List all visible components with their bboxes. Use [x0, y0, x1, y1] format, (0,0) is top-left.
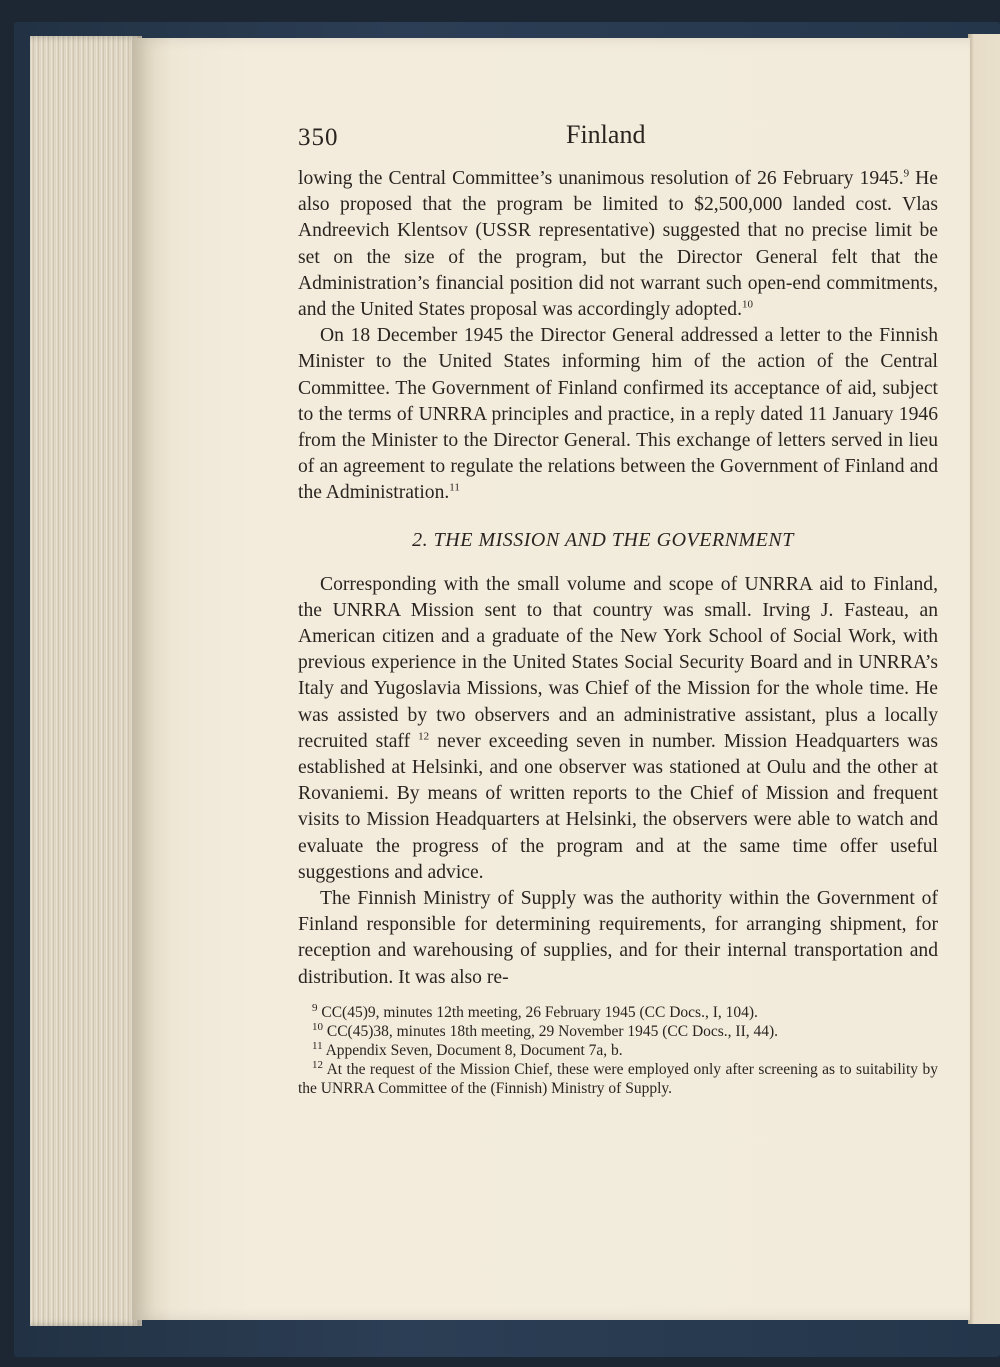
- footnote-ref: 10: [742, 298, 754, 311]
- footnote-ref: 12: [418, 730, 430, 743]
- footnote: [298, 1003, 938, 1022]
- footnotes: [298, 1003, 938, 1098]
- footnote: [298, 1060, 938, 1098]
- footnote: [298, 1022, 938, 1041]
- footnote: [298, 1041, 938, 1060]
- footnote-text: CC(45)38, minutes 18th meeting, 29 November 1945 (CC Docs., II, 44).: [323, 1022, 779, 1040]
- footnote-mark: 9: [312, 1001, 318, 1014]
- paragraph-text: The Finnish Ministry of Supply was the authority within the Government of Finland responsible for determining requirements, for arranging shipment, for reception and warehousing of supplies, and for their internal transportation and distribution. It was also re-: [298, 888, 938, 988]
- footnote-mark: 10: [312, 1020, 323, 1033]
- paragraph: [298, 323, 938, 506]
- footnote-text: CC(45)9, minutes 12th meeting, 26 February 1945 (CC Docs., I, 104).: [317, 1003, 758, 1021]
- footnote-ref: 9: [903, 167, 910, 180]
- footnote-text: At the request of the Mission Chief, these were employed only after screening as to suitability by the UNRRA Committee of the (Finnish) Ministry of Supply.: [298, 1060, 938, 1097]
- running-head: [298, 118, 938, 166]
- paragraph-text: lowing the Central Committee’s unanimous resolution of 26 February 1945.: [298, 168, 904, 189]
- page-text: [298, 118, 938, 1098]
- running-title: Finland: [566, 120, 646, 149]
- footnote-text: Appendix Seven, Document 8, Document 7a, b.: [322, 1041, 623, 1059]
- paragraph-text: On 18 December 1945 the Director General addressed a letter to the Finnish Minister to the United States informing him of the action of the Central Committee. The Government of Finland confirmed its acceptance of aid, subject to the terms of UNRRA principles and practice, in a reply dated 11 January 1946 from the Minister to the Director General. This exchange of letters served in lieu of an agreement to regulate the relations between the Government of Finland and the Administration.: [298, 325, 938, 504]
- paragraph: [298, 572, 938, 886]
- paragraph: [298, 166, 938, 323]
- footnote-mark: 12: [312, 1058, 323, 1071]
- paragraph-text: Corresponding with the small volume and scope of UNRRA aid to Finland, the UNRRA Mission sent to that country was small. Irving J. Fasteau, an American citizen and a graduate of the New York School of Social Work, with previous experience in the United States Social Security Board and in UNRRA’s Italy and Yugoslavia Missions, was Chief of the Mission for the whole time. He was assisted by two observers and an administrative assistant, plus a locally recruited staff: [298, 573, 938, 752]
- paragraph-text: He also proposed that the program be limited to $2,500,000 landed cost. Vlas Andreevich Klentsov (USSR representative) suggested that no precise limit be set on the size of the program, but the Director General felt that the Administration’s financial position did not warrant such open-end commitments, and the United States proposal was accordingly adopted.: [298, 168, 938, 321]
- page-edges: [30, 36, 142, 1326]
- paragraph: [298, 886, 938, 991]
- paragraph-text: never exceeding seven in number. Mission Headquarters was established at Helsinki, and one observer was stationed at Oulu and the other at Rovaniemi. By means of written reports to the Chief of Mission and frequent visits to Mission Headquarters at Helsinki, the observers were able to watch and evaluate the progress of the program and at the same time offer useful suggestions and advice.: [298, 730, 938, 883]
- footnote-mark: 11: [312, 1039, 323, 1052]
- page-number: 350: [298, 124, 339, 151]
- footnote-ref: 11: [449, 481, 460, 494]
- facing-page-edge: [968, 34, 1000, 1324]
- section-heading: 2. THE MISSION AND THE GOVERNMENT: [412, 528, 794, 551]
